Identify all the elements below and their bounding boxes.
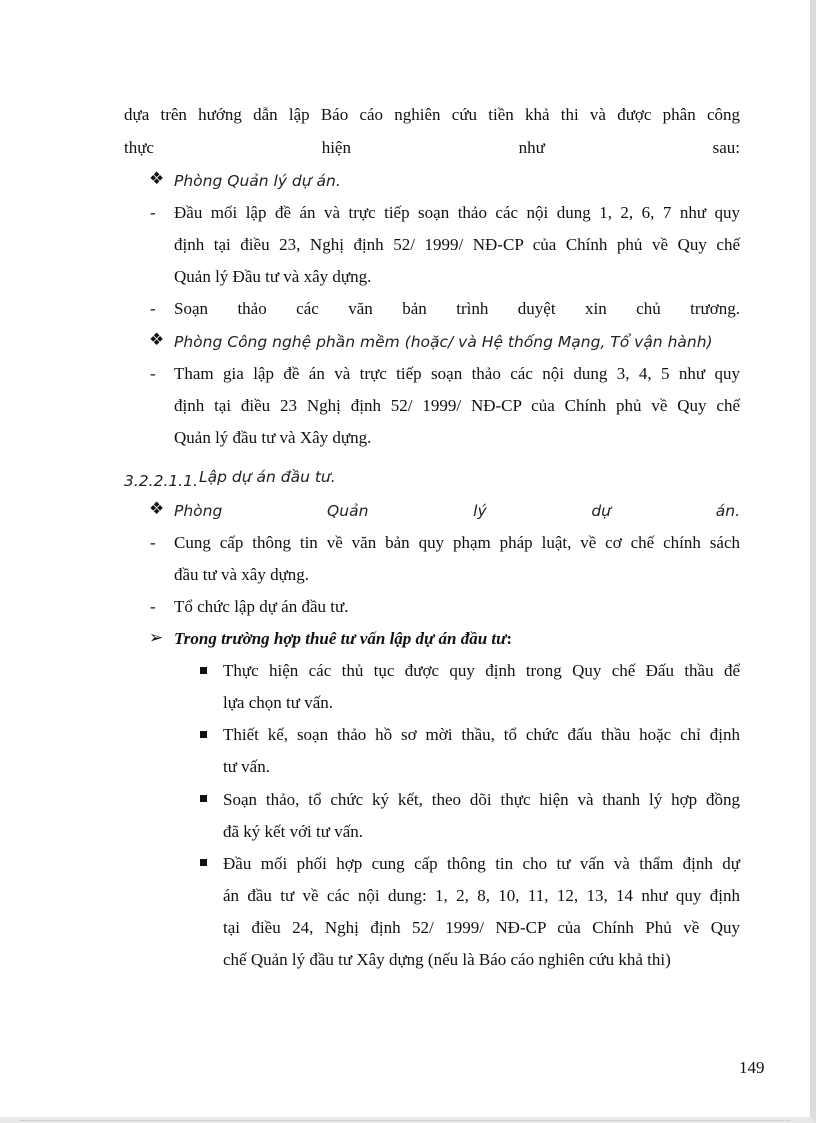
- footer-divider: [20, 1120, 790, 1121]
- subheading-thue-tu-van: [174, 628, 512, 650]
- paragraph-line: Đầu mối lập đề án và trực tiếp soạn thảo các nội dung 1, 2, 6, 7 như quy: [174, 203, 740, 222]
- paragraph-line: Quản lý đầu tư và Xây dựng.: [174, 428, 372, 447]
- bullet-line: tư vấn.: [223, 757, 270, 776]
- square-bullet-icon: [200, 731, 207, 738]
- heading-phong-quan-ly-2: Phòng Quản lý dự án.: [174, 502, 740, 520]
- bullet-line: Thiết kế, soạn thảo hồ sơ mời thầu, tổ chức đấu thầu hoặc chỉ định: [223, 725, 740, 744]
- section-number: 3.2.2.1.1.: [124, 472, 198, 490]
- paragraph-line: đầu tư và xây dựng.: [174, 565, 310, 584]
- bullet-line: Đầu mối phối hợp cung cấp thông tin cho tư vấn và thẩm định dự: [223, 854, 740, 873]
- bullet-line: Soạn thảo, tổ chức ký kết, theo dõi thực hiện và thanh lý hợp đồng: [223, 790, 740, 809]
- bullet-line: chế Quản lý đầu tư Xây dựng (nếu là Báo cáo nghiên cứu khả thi): [223, 950, 671, 969]
- heading-phong-quan-ly: Phòng Quản lý dự án.: [174, 172, 341, 190]
- dash-bullet-icon: -: [150, 597, 156, 616]
- subheading-text: Trong trường hợp thuê tư vấn lập dự án đầu tư: [174, 629, 507, 648]
- paragraph-line: định tại điều 23 Nghị định 52/ 1999/ NĐ-CP của Chính phủ về Quy chế: [174, 396, 740, 415]
- paragraph-line: dựa trên hướng dẫn lập Báo cáo nghiên cứu tiền khả thi và được phân công: [124, 105, 740, 124]
- diamond-bullet-icon: ❖: [149, 499, 165, 518]
- square-bullet-icon: [200, 795, 207, 802]
- bullet-line: Thực hiện các thủ tục được quy định trong Quy chế Đấu thầu để: [223, 661, 740, 680]
- square-bullet-icon: [200, 859, 207, 866]
- dash-bullet-icon: -: [150, 533, 156, 552]
- paragraph-line: Tổ chức lập dự án đầu tư.: [174, 597, 349, 616]
- dash-bullet-icon: -: [150, 364, 156, 383]
- square-bullet-icon: [200, 667, 207, 674]
- bullet-line: lựa chọn tư vấn.: [223, 693, 334, 712]
- heading-phong-cong-nghe: Phòng Công nghệ phần mềm (hoặc/ và Hệ thống Mạng, Tổ vận hành): [174, 333, 713, 351]
- bullet-line: tại điều 24, Nghị định 52/ 1999/ NĐ-CP của Chính Phủ về Quy: [223, 918, 740, 937]
- paragraph-line: thực hiện như sau:: [124, 138, 740, 157]
- arrow-bullet-icon: ➢: [149, 628, 164, 647]
- paragraph-line: Quản lý Đầu tư và xây dựng.: [174, 267, 372, 286]
- subheading-colon: :: [506, 629, 512, 648]
- paragraph-line: Soạn thảo các văn bản trình duyệt xin chủ trương.: [174, 299, 740, 318]
- diamond-bullet-icon: ❖: [149, 169, 165, 188]
- page-number: 149: [739, 1058, 765, 1077]
- paragraph-line: Tham gia lập đề án và trực tiếp soạn thảo các nội dung 3, 4, 5 như quy: [174, 364, 740, 383]
- bullet-line: đã ký kết với tư vấn.: [223, 822, 364, 841]
- paragraph-line: định tại điều 23, Nghị định 52/ 1999/ NĐ-CP của Chính phủ về Quy chế: [174, 235, 740, 254]
- diamond-bullet-icon: ❖: [149, 330, 165, 349]
- bullet-line: án đầu tư về các nội dung: 1, 2, 8, 10, 11, 12, 13, 14 như quy định: [223, 886, 740, 905]
- paragraph-line: Cung cấp thông tin về văn bản quy phạm pháp luật, về cơ chế chính sách: [174, 533, 740, 552]
- dash-bullet-icon: -: [150, 299, 156, 318]
- dash-bullet-icon: -: [150, 203, 156, 222]
- section-title: Lập dự án đầu tư.: [199, 468, 336, 486]
